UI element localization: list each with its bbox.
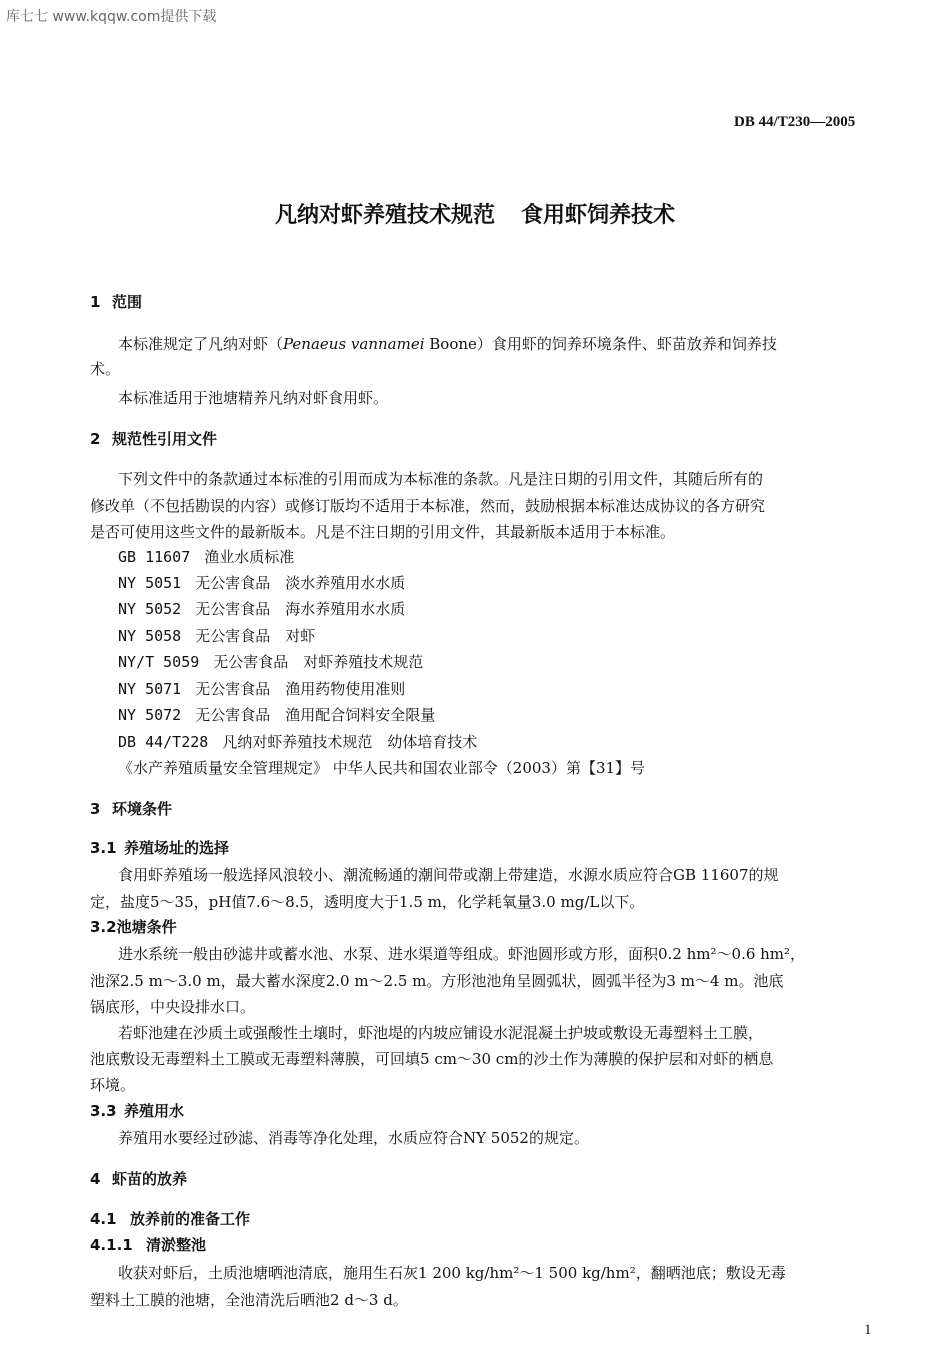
- section-3-2-line-4: 若虾池建在沙质土或强酸性土壤时，虾池堤的内坡应铺设水泥混凝土护坡或敷设无毒塑料土工膜，: [118, 1024, 764, 1042]
- page-number: 1: [864, 1322, 872, 1338]
- reference-item: NY 5052 无公害食品 海水养殖用水水质: [118, 600, 406, 618]
- section-4-1-1-heading: 4.1.1 清淤整池: [90, 1236, 207, 1254]
- section-3-1-line-2: 定，盐度5～35，pH值7.6～8.5，透明度大于1.5 m，化学耗氧量3.0 mg/L以下。: [90, 893, 645, 911]
- reference-item: NY 5051 无公害食品 淡水养殖用水水质: [118, 574, 406, 592]
- section-3-2-heading: 3.2池塘条件: [90, 918, 177, 936]
- section-1-heading: 1 范围: [90, 293, 143, 311]
- reference-item: NY 5071 无公害食品 渔用药物使用准则: [118, 680, 406, 698]
- regulation-reference: 《水产养殖质量安全管理规定》 中华人民共和国农业部令（2003）第【31】号: [118, 759, 646, 777]
- section-3-3-heading: 3.3 养殖用水: [90, 1102, 185, 1120]
- watermark: 库七七 www.kqqw.com提供下载: [6, 9, 217, 25]
- section-2-heading: 2 规范性引用文件: [90, 430, 218, 448]
- section-1-para-1-line-1: 本标准规定了凡纳对虾（Penaeus vannamei Boone）食用虾的饲养环境条件、虾苗放养和饲养技: [118, 335, 777, 353]
- section-1-para-2: 本标准适用于池塘精养凡纳对虾食用虾。: [118, 389, 389, 407]
- section-3-3-line-1: 养殖用水要经过砂滤、消毒等净化处理，水质应符合NY 5052的规定。: [118, 1129, 589, 1147]
- section-1-para-1-line-2: 术。: [90, 360, 121, 378]
- section-3-2-line-3: 锅底形，中央设排水口。: [90, 998, 256, 1016]
- section-3-2-line-2: 池深2.5 m～3.0 m，最大蓄水深度2.0 m～2.5 m。方形池池角呈圆弧状，圆弧半径为3 m～4 m。池底: [90, 972, 784, 990]
- document-number: DB 44/T230—2005: [734, 114, 856, 130]
- species-latin-name: Penaeus vannamei: [283, 335, 425, 353]
- page-title: [0, 198, 950, 229]
- section-4-heading: 4 虾苗的放养: [90, 1170, 188, 1188]
- reference-item: GB 11607 渔业水质标准: [118, 548, 295, 566]
- reference-item: NY 5058 无公害食品 对虾: [118, 627, 316, 645]
- section-3-2-line-1: 进水系统一般由砂滤井或蓄水池、水泵、进水渠道等组成。虾池圆形或方形，面积0.2 hm²～0.6 hm²，: [118, 945, 806, 963]
- section-2-intro-line-1: 下列文件中的条款通过本标准的引用而成为本标准的条款。凡是注日期的引用文件，其随后所有的: [118, 470, 764, 488]
- section-2-intro-line-2: 修改单（不包括勘误的内容）或修订版均不适用于本标准，然而，鼓励根据本标准达成协议的各方研究: [90, 497, 766, 515]
- section-4-1-1-line-1: 收获对虾后，土质池塘晒池清底，施用生石灰1 200 kg/hm²～1 500 kg/hm²，翻晒池底；敷设无毒: [118, 1264, 786, 1282]
- title-main: 凡纳对虾养殖技术规范: [274, 203, 495, 228]
- reference-item: NY/T 5059 无公害食品 对虾养殖技术规范: [118, 653, 424, 671]
- section-3-1-line-1: 食用虾养殖场一般选择风浪较小、潮流畅通的潮间带或潮上带建造，水源水质应符合GB 11607的规: [118, 866, 779, 884]
- section-3-2-line-5: 池底敷设无毒塑料土工膜或无毒塑料薄膜，可回填5 cm～30 cm的沙土作为薄膜的保护层和对虾的栖息: [90, 1050, 774, 1068]
- reference-item: DB 44/T228 凡纳对虾养殖技术规范 幼体培育技术: [118, 733, 478, 751]
- section-3-1-heading: 3.1 养殖场址的选择: [90, 839, 230, 857]
- title-sub: 食用虾饲养技术: [521, 203, 676, 228]
- section-4-1-heading: 4.1 放养前的准备工作: [90, 1210, 251, 1228]
- section-2-intro-line-3: 是否可使用这些文件的最新版本。凡是不注日期的引用文件，其最新版本适用于本标准。: [90, 523, 676, 541]
- section-3-2-line-6: 环境。: [90, 1076, 136, 1094]
- reference-item: NY 5072 无公害食品 渔用配合饲料安全限量: [118, 706, 436, 724]
- section-3-heading: 3 环境条件: [90, 800, 173, 818]
- section-4-1-1-line-2: 塑料土工膜的池塘，全池清洗后晒池2 d～3 d。: [90, 1291, 408, 1309]
